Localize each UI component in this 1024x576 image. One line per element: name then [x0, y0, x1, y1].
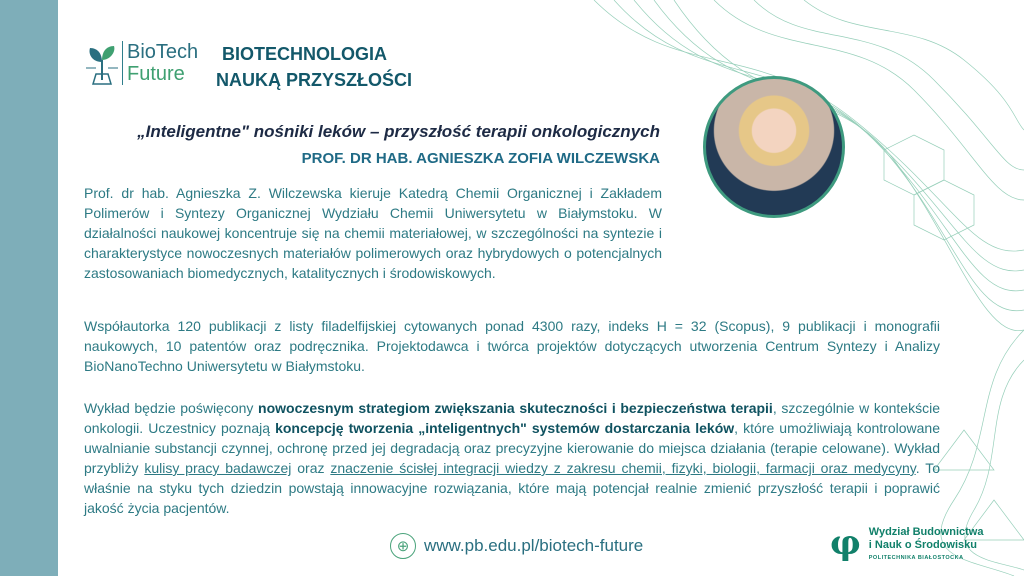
- speaker-name: PROF. DR HAB. AGNIESZKA ZOFIA WILCZEWSKA: [301, 150, 660, 167]
- talk-title: „Inteligentne" nośniki leków – przyszłość terapii onkologicznych: [137, 122, 660, 141]
- biotech-future-logo: [84, 40, 198, 86]
- bold-text: nowoczesnym strategiom zwiększania skuteczności i bezpieczeństwa terapii: [258, 400, 773, 416]
- faculty-logo: [830, 523, 983, 563]
- text-segment: . To właśnie na styku tych dziedzin powstają innowacyjne rozwiązania, które mają potencjał realnie zmienić przyszłość terapii i poprawić jakość życia pacjentów.: [84, 460, 941, 516]
- sidebar-stripe: [0, 0, 58, 576]
- faculty-name-line-2: i Nauk o Środowisku: [868, 538, 977, 551]
- bold-text: koncepcję tworzenia „inteligentnych" systemów dostarczania leków: [275, 420, 735, 436]
- website-link[interactable]: [390, 533, 643, 559]
- speaker-photo: [703, 76, 845, 218]
- text-segment: oraz: [291, 460, 331, 476]
- logo-line-1: BioTech: [127, 41, 199, 63]
- pb-logo-icon: φ: [830, 523, 861, 563]
- plant-flask-icon: [84, 40, 120, 86]
- website-url[interactable]: www.pb.edu.pl/biotech-future: [424, 536, 644, 555]
- underlined-text: znaczenie ścisłej integracji wiedzy z zakresu chemii, fizyki, biologii, farmacji oraz medycyny: [330, 460, 916, 476]
- event-title: [216, 41, 413, 93]
- faculty-name-line-1: Wydział Budownictwa: [868, 525, 984, 538]
- text-segment: Współautorka 120 publikacji z listy filadelfijskiej cytowanych ponad 4300 razy, indeks H = 32 (Scopus), 9 publikacji i monografii naukowych, 10 patentów oraz podręcznika. Projektodawca i twórca projektów dotyczących utworzenia Centrum Syntezy i Analizy BioNanoTechno Uniwersytetu w Białymstoku.: [84, 318, 940, 374]
- university-name: POLITECHNIKA BIAŁOSTOCKA: [868, 554, 964, 561]
- text-segment: Wykład będzie poświęcony: [84, 400, 259, 416]
- bio-paragraph: [84, 183, 662, 283]
- lecture-description-paragraph: [84, 398, 940, 518]
- logo-line-2: Future: [127, 63, 185, 85]
- text-segment: Prof. dr hab. Agnieszka Z. Wilczewska kieruje Katedrą Chemii Organicznej i Zakładem Polimerów i Syntezy Organicznej Wydziału Chemii Uniwersytetu w Białymstoku. W działalności naukowej koncentruje się na chemii materiałowej, w szczególności na syntezie i charakterystyce nowoczesnych materiałów polimerowych oraz hybrydowych o potencjalnych zastosowaniach biomedycznych, katalitycznych i środowiskowych.: [84, 185, 662, 281]
- underlined-text: kulisy pracy badawczej: [144, 460, 292, 476]
- text-segment: , które umożliwiają kontrolowane uwalnianie substancji czynnej, ochronę przed jej degradacją oraz precyzyjne kierowanie do miejsca działania (terapie celowane). Wykład przybliży: [84, 420, 940, 476]
- event-title-line-1: BIOTECHNOLOGIA: [222, 44, 387, 64]
- text-segment: , szczególnie w kontekście onkologii. Uczestnicy poznają: [84, 400, 940, 436]
- globe-icon: ⊕: [390, 533, 416, 559]
- event-title-line-2: NAUKĄ PRZYSZŁOŚCI: [216, 70, 413, 90]
- publications-paragraph: [84, 316, 940, 376]
